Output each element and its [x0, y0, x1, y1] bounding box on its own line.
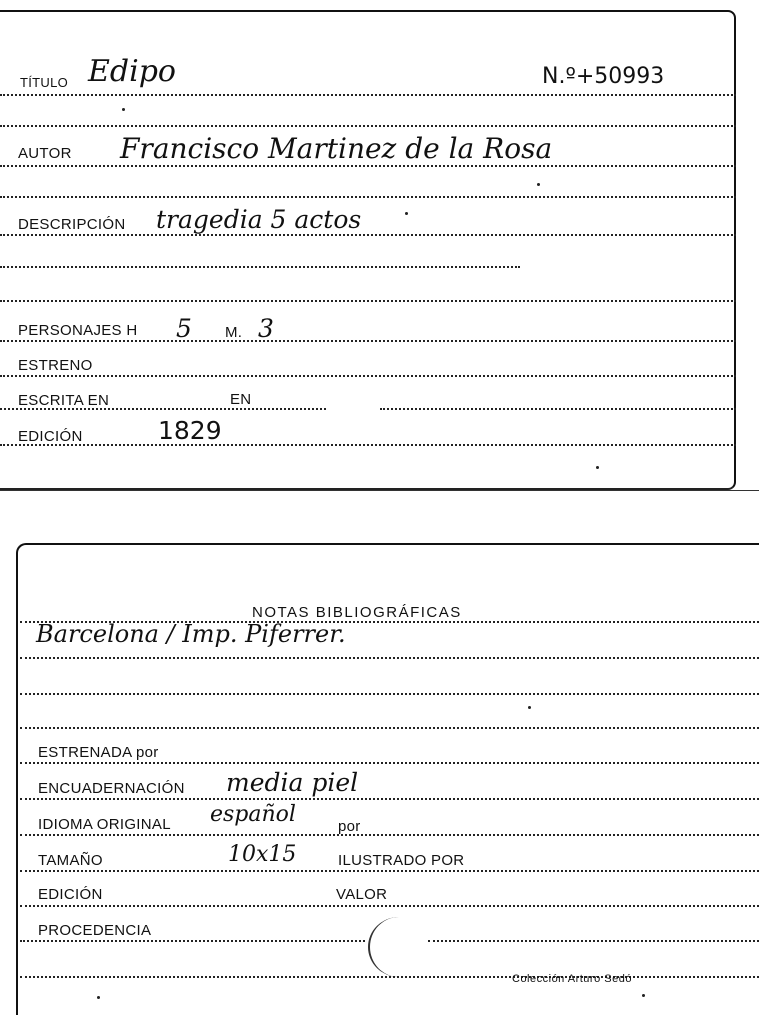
card-separator	[0, 490, 759, 491]
notas-line-4	[20, 727, 759, 729]
procedencia-line-right	[428, 940, 759, 942]
titulo-label: TÍTULO	[20, 75, 69, 90]
tamano-value: 10x15	[228, 842, 297, 867]
notas-line-3	[20, 693, 759, 695]
speck	[405, 212, 408, 215]
estrenada-line	[20, 762, 759, 764]
speck	[596, 466, 599, 469]
edicion2-line	[20, 905, 759, 907]
notas-heading: NOTAS BIBLIOGRÁFICAS	[252, 604, 462, 621]
personajes-m-label: M.	[225, 324, 243, 341]
personajes-m-value: 3	[258, 314, 274, 343]
idioma-label: IDIOMA ORIGINAL	[38, 816, 171, 833]
descripcion-label: DESCRIPCIÓN	[18, 216, 126, 233]
en-label: EN	[230, 391, 252, 408]
record-number: N.º+50993	[542, 64, 665, 89]
notas-line-1	[20, 621, 759, 623]
speck	[642, 994, 645, 997]
estrenada-label: ESTRENADA por	[38, 744, 159, 761]
speck	[537, 183, 540, 186]
personajes-label: PERSONAJES H	[18, 322, 138, 339]
autor-value: Francisco Martinez de la Rosa	[120, 132, 553, 165]
encuadernacion-line	[20, 798, 759, 800]
personajes-h-value: 5	[176, 314, 192, 343]
blank-line-3	[0, 266, 520, 268]
speck	[528, 706, 531, 709]
estreno-label: ESTRENO	[18, 357, 93, 374]
autor-label: AUTOR	[18, 145, 72, 162]
edicion-label: EDICIÓN	[18, 428, 83, 445]
idioma-value: español	[210, 802, 296, 827]
blank-line-4	[0, 300, 736, 302]
procedencia-line	[20, 940, 365, 942]
autor-line	[0, 165, 736, 167]
titulo-line	[0, 94, 736, 96]
descripcion-line	[0, 234, 736, 236]
escrita-line	[0, 408, 326, 410]
edicion2-label: EDICIÓN	[38, 886, 103, 903]
titulo-value: Edipo	[88, 54, 176, 89]
notas-line1-value: Barcelona / Imp. Piferrer.	[36, 620, 346, 648]
coleccion-label: Colección Arturo Sedó	[512, 973, 632, 985]
blank-line-1	[0, 125, 736, 127]
speck	[97, 996, 100, 999]
encuadernacion-label: ENCUADERNACIÓN	[38, 780, 185, 797]
idioma-line	[20, 834, 759, 836]
tamano-line	[20, 870, 759, 872]
edicion-line	[0, 444, 736, 446]
estreno-line	[0, 375, 736, 377]
descripcion-value: tragedia 5 actos	[156, 205, 362, 234]
valor-label: VALOR	[336, 886, 388, 903]
bottom-line	[20, 976, 759, 978]
escrita-label: ESCRITA EN	[18, 392, 110, 409]
stamp-mark	[368, 917, 430, 977]
notas-line-2	[20, 657, 759, 659]
speck	[122, 108, 125, 111]
personajes-line	[0, 340, 736, 342]
tamano-label: TAMAÑO	[38, 852, 103, 869]
edicion-value: 1829	[158, 416, 222, 445]
procedencia-label: PROCEDENCIA	[38, 922, 152, 939]
blank-line-2	[0, 196, 736, 198]
encuadernacion-value: media piel	[226, 768, 359, 797]
por-label: por	[338, 818, 361, 835]
escrita-line-right	[380, 408, 736, 410]
ilustrado-label: ILUSTRADO POR	[338, 852, 465, 869]
